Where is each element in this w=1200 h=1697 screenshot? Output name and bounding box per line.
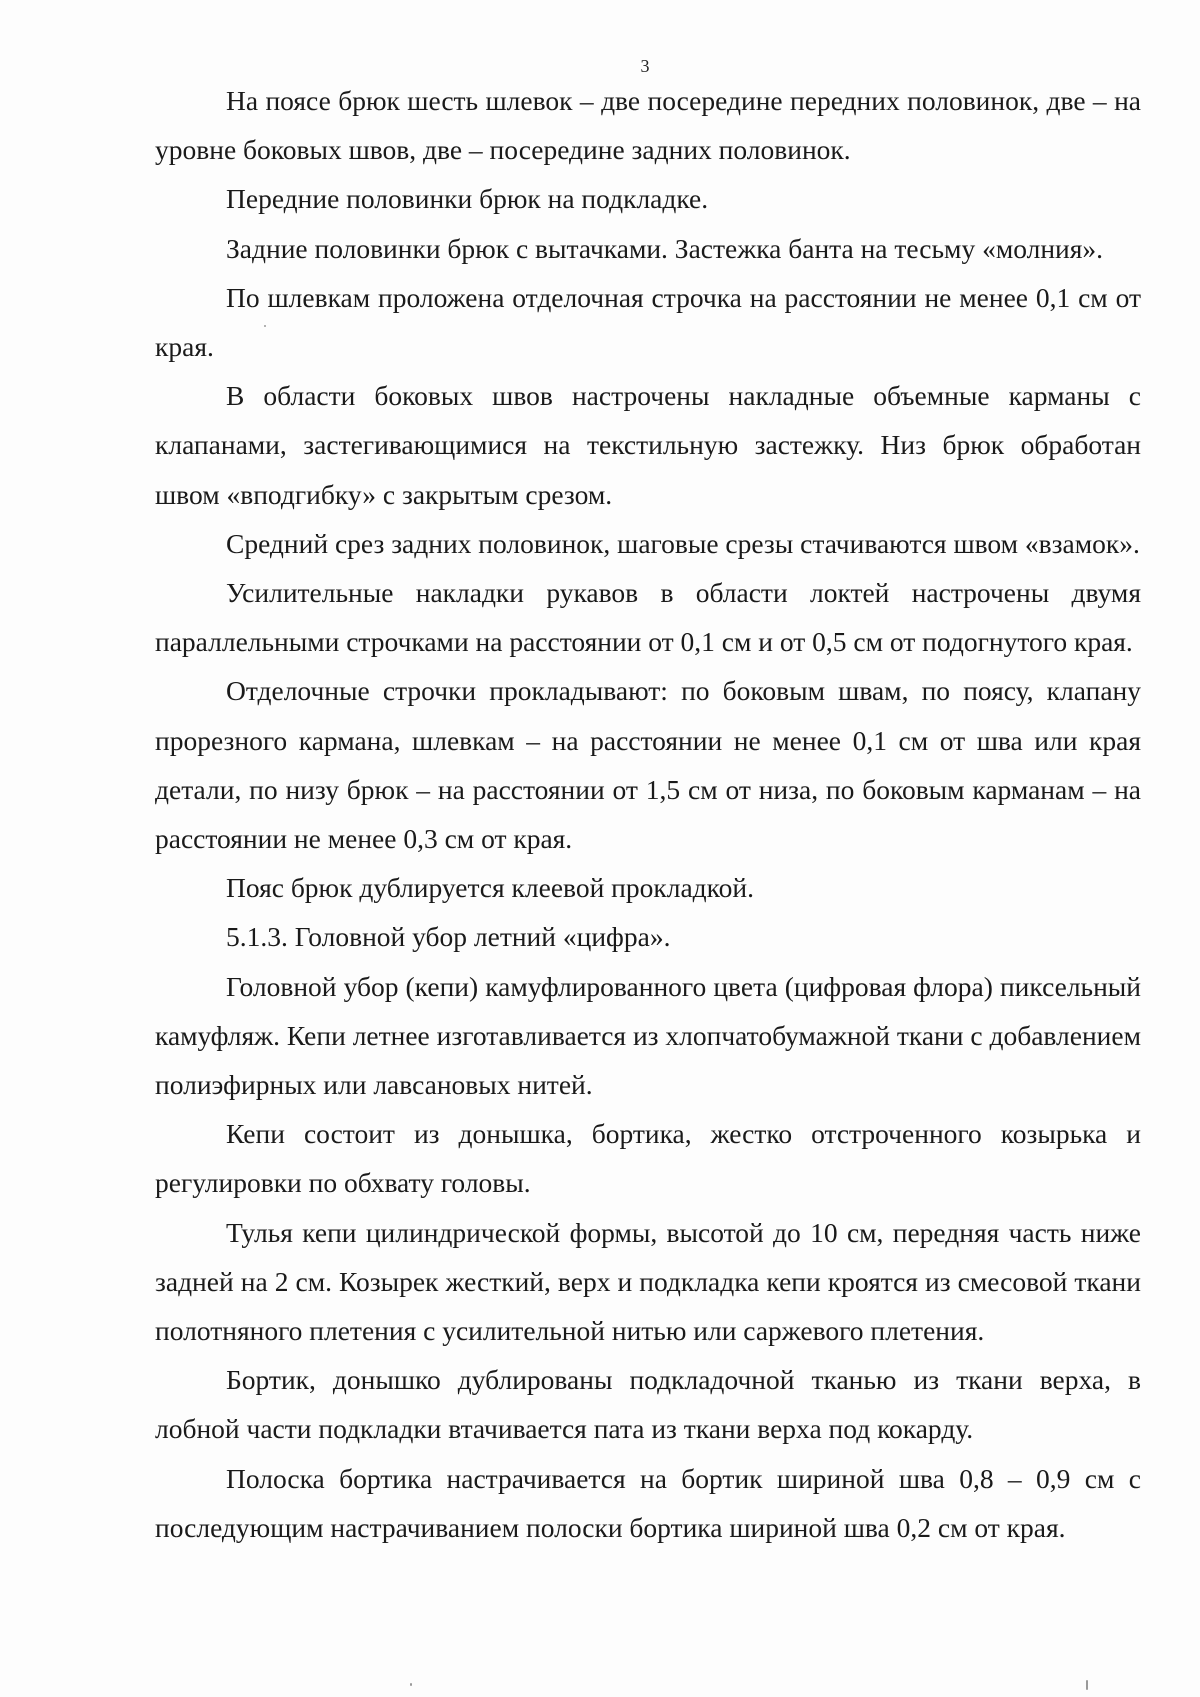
paragraph: Бортик, донышко дублированы подкладочной тканью из ткани верха, в лобной части подкладки втачивается пата из ткани верха под кокарду. [155,1364,1141,1445]
section-heading: 5.1.3. Головной убор летний «цифра». [226,921,671,953]
scan-speck [264,325,266,327]
paragraph: В области боковых швов настрочены накладные объемные карманы с клапанами, застегивающимися на текстильную застежку. Низ брюк обработан швом «вподгибку» с закрытым срезом. [155,380,1141,510]
paragraph: Тулья кепи цилиндрической формы, высотой до 10 см, передняя часть ниже задней на 2 см. Козырек жесткий, верх и подкладка кепи кроятся из смесовой ткани полотняного плетения с усилительной нитью или саржевого плетения. [155,1216,1141,1347]
body-text [155,76,1141,1552]
paragraph: Усилительные накладки рукавов в области локтей настрочены двумя параллельными строчками на расстоянии от 0,1 см и от 0,5 см от подогнутого края. [155,577,1141,658]
page-number: 3 [640,56,650,76]
paragraph: На поясе брюк шесть шлевок – две посередине передних половинок, две – на уровне боковых швов, две – посередине задних половинок. [155,85,1141,166]
scan-speck [410,1683,412,1686]
paragraph: Отделочные строчки прокладывают: по боковым швам, по поясу, клапану прорезного кармана, шлевкам – на расстоянии не менее 0,1 см от шва или края детали, по низу брюк – на расстоянии от 1,5 см от низа, по боковым карманам – на расстоянии не менее 0,3 см от края. [155,675,1141,855]
paragraph: Головной убор (кепи) камуфлированного цвета (цифровая флора) пиксельный камуфляж. Кепи летнее изготавливается из хлопчатобумажной ткани с добавлением полиэфирных или лавсановых нитей. [155,970,1141,1101]
scan-speck [1086,1680,1088,1690]
paragraph: Передние половинки брюк на подкладке. [226,183,709,215]
paragraph: Полоска бортика настрачивается на бортик шириной шва 0,8 – 0,9 см с последующим настрачиванием полоски бортика шириной шва 0,2 см от края. [155,1462,1141,1543]
paragraph: Пояс брюк дублируется клеевой прокладкой. [226,872,754,904]
paragraph: По шлевкам проложена отделочная строчка на расстоянии не менее 0,1 см от края. [155,281,1141,363]
paragraph: Задние половинки брюк с вытачками. Застежка банта на тесьму «молния». [226,232,1104,264]
paragraph: Кепи состоит из донышка, бортика, жестко отстроченного козырька и регулировки по обхвату головы. [155,1118,1141,1199]
paragraph: Средний срез задних половинок, шаговые срезы стачиваются швом «взамок». [226,527,1140,559]
